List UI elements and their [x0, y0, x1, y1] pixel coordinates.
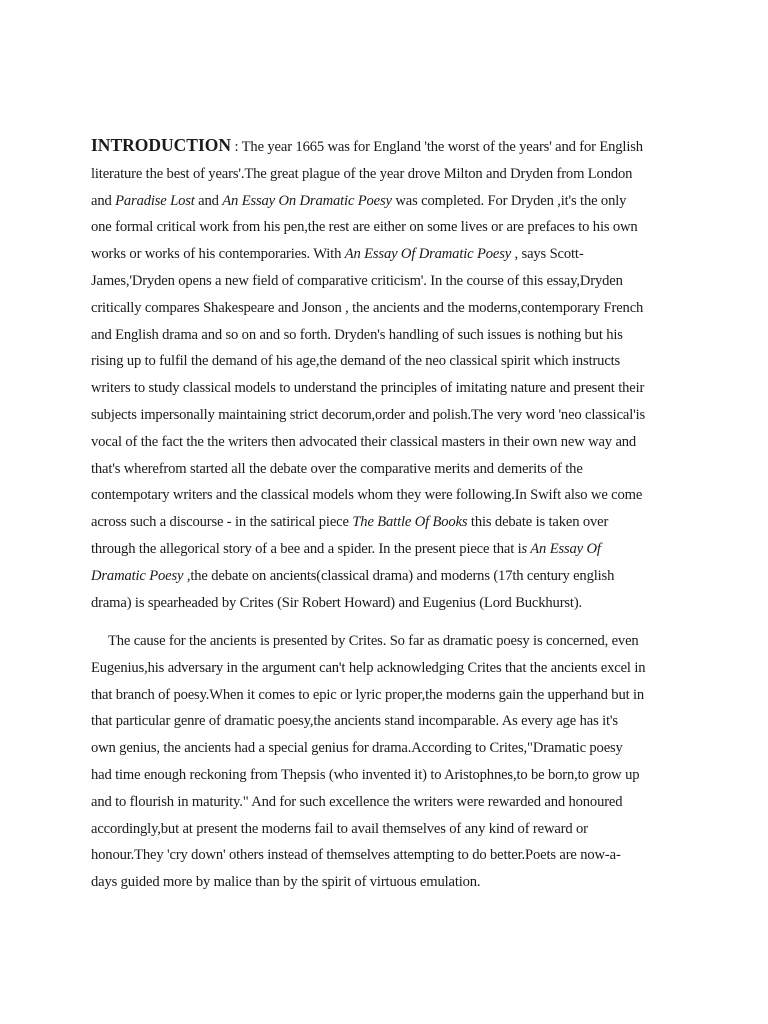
italic-title-text: The Battle Of Books — [352, 514, 468, 531]
text-line — [91, 590, 681, 617]
text-line — [91, 563, 681, 590]
text-run: one formal critical work from his pen,the rest are either on some lives or are prefaces to his own — [91, 219, 638, 236]
text-line — [91, 509, 681, 536]
text-run: rising up to fulfil the demand of his age,the demand of the neo classical spirit which instructs — [91, 353, 621, 370]
text-line — [91, 628, 681, 655]
italic-title-text: Paradise Lost — [115, 192, 195, 209]
text-run: and — [91, 192, 116, 209]
text-run: accordingly,but at present the moderns fail to avail themselves of any kind of reward or — [91, 820, 588, 837]
text-line — [91, 682, 681, 709]
italic-title-text: An Essay On Dramatic Poesy — [222, 192, 392, 209]
text-run: The cause for the ancients is presented by Crites. So far as dramatic poesy is concerned, even — [108, 633, 639, 649]
text-line — [91, 762, 681, 789]
text-run: Eugenius,his adversary in the argument can't help acknowledging Crites that the ancients excel in — [91, 659, 646, 676]
italic-title-text: Dramatic Poesy , — [91, 567, 191, 584]
text-line — [91, 161, 681, 188]
italic-title-text: An Essay Of Dramatic Poesy , — [344, 246, 519, 263]
text-run: : The year 1665 was for England 'the worst of the years' and for English — [231, 139, 643, 155]
text-run: and English drama and so on and so forth. Dryden's handling of such issues is nothing but his — [91, 326, 623, 343]
text-run: that particular genre of dramatic poesy,the ancients stand incomparable. As every age has it's — [91, 713, 618, 730]
text-line — [91, 869, 681, 896]
text-line — [91, 348, 681, 375]
text-run: and to flourish in maturity." And for such excellence the writers were rewarded and honoured — [91, 793, 623, 810]
text-run: that branch of poesy.When it comes to epic or lyric proper,the moderns gain the upperhand but in — [91, 686, 645, 703]
text-run: subjects impersonally maintaining strict decorum,order and polish.The very word 'neo classical'is — [91, 406, 646, 423]
text-run: James,'Dryden opens a new field of comparative criticism'. In the course of this essay,Dryden — [91, 272, 623, 289]
text-line — [91, 402, 681, 429]
paragraph-1 — [91, 132, 681, 616]
text-run: says Scott- — [518, 246, 584, 263]
text-run: across such a discourse - in the satirical piece — [91, 514, 353, 531]
text-run: writers to study classical models to understand the principles of imitating nature and present their — [91, 380, 645, 397]
text-line — [91, 655, 681, 682]
text-line — [91, 214, 681, 241]
text-line — [91, 375, 681, 402]
text-line — [91, 322, 681, 349]
text-line — [91, 429, 681, 456]
text-run: works or works of his contemporaries. With — [91, 246, 345, 263]
paragraph-2 — [91, 628, 681, 896]
italic-title-text: s An Essay Of — [521, 540, 601, 557]
text-run: through the allegorical story of a bee and a spider. In the present piece that i — [91, 540, 522, 557]
text-run: contempotary writers and the classical models whom they were following.In Swift also we come — [91, 487, 643, 504]
text-line — [91, 188, 681, 215]
text-run: and — [194, 192, 223, 209]
text-line — [91, 132, 681, 161]
text-run: that's wherefrom started all the debate over the comparative merits and demerits of the — [91, 460, 583, 477]
text-run: honour.They 'cry down' others instead of themselves attempting to do better.Poets are now-a- — [91, 847, 621, 864]
text-line — [91, 536, 681, 563]
text-run: this debate is taken over — [467, 514, 609, 531]
text-line — [91, 482, 681, 509]
text-run: was completed. For Dryden ,it's the only — [391, 192, 627, 209]
text-run: vocal of the fact the the writers then advocated their classical masters in their own new way and — [91, 433, 637, 450]
text-line — [91, 842, 681, 869]
text-run: own genius, the ancients had a special genius for drama.According to Crites,"Dramatic poesy — [91, 740, 623, 757]
text-line — [91, 456, 681, 483]
text-line — [91, 295, 681, 322]
text-run: literature the best of years'.The great plague of the year drove Milton and Dryden from London — [91, 165, 633, 182]
text-line — [91, 816, 681, 843]
text-run: critically compares Shakespeare and Jonson , the ancients and the moderns,contemporary French — [91, 299, 644, 316]
text-run: the debate on ancients(classical drama) and moderns (17th century english — [190, 567, 615, 584]
text-line — [91, 789, 681, 816]
section-heading: INTRODUCTION — [91, 135, 232, 155]
text-run: days guided more by malice than by the spirit of virtuous emulation. — [91, 874, 481, 891]
text-line — [91, 735, 681, 762]
text-line — [91, 268, 681, 295]
text-run: had time enough reckoning from Thepsis (who invented it) to Aristophnes,to be born,to grow up — [91, 766, 640, 783]
text-line — [91, 241, 681, 268]
text-run: drama) is spearheaded by Crites (Sir Robert Howard) and Eugenius (Lord Buckhurst). — [91, 594, 583, 611]
text-line — [91, 708, 681, 735]
